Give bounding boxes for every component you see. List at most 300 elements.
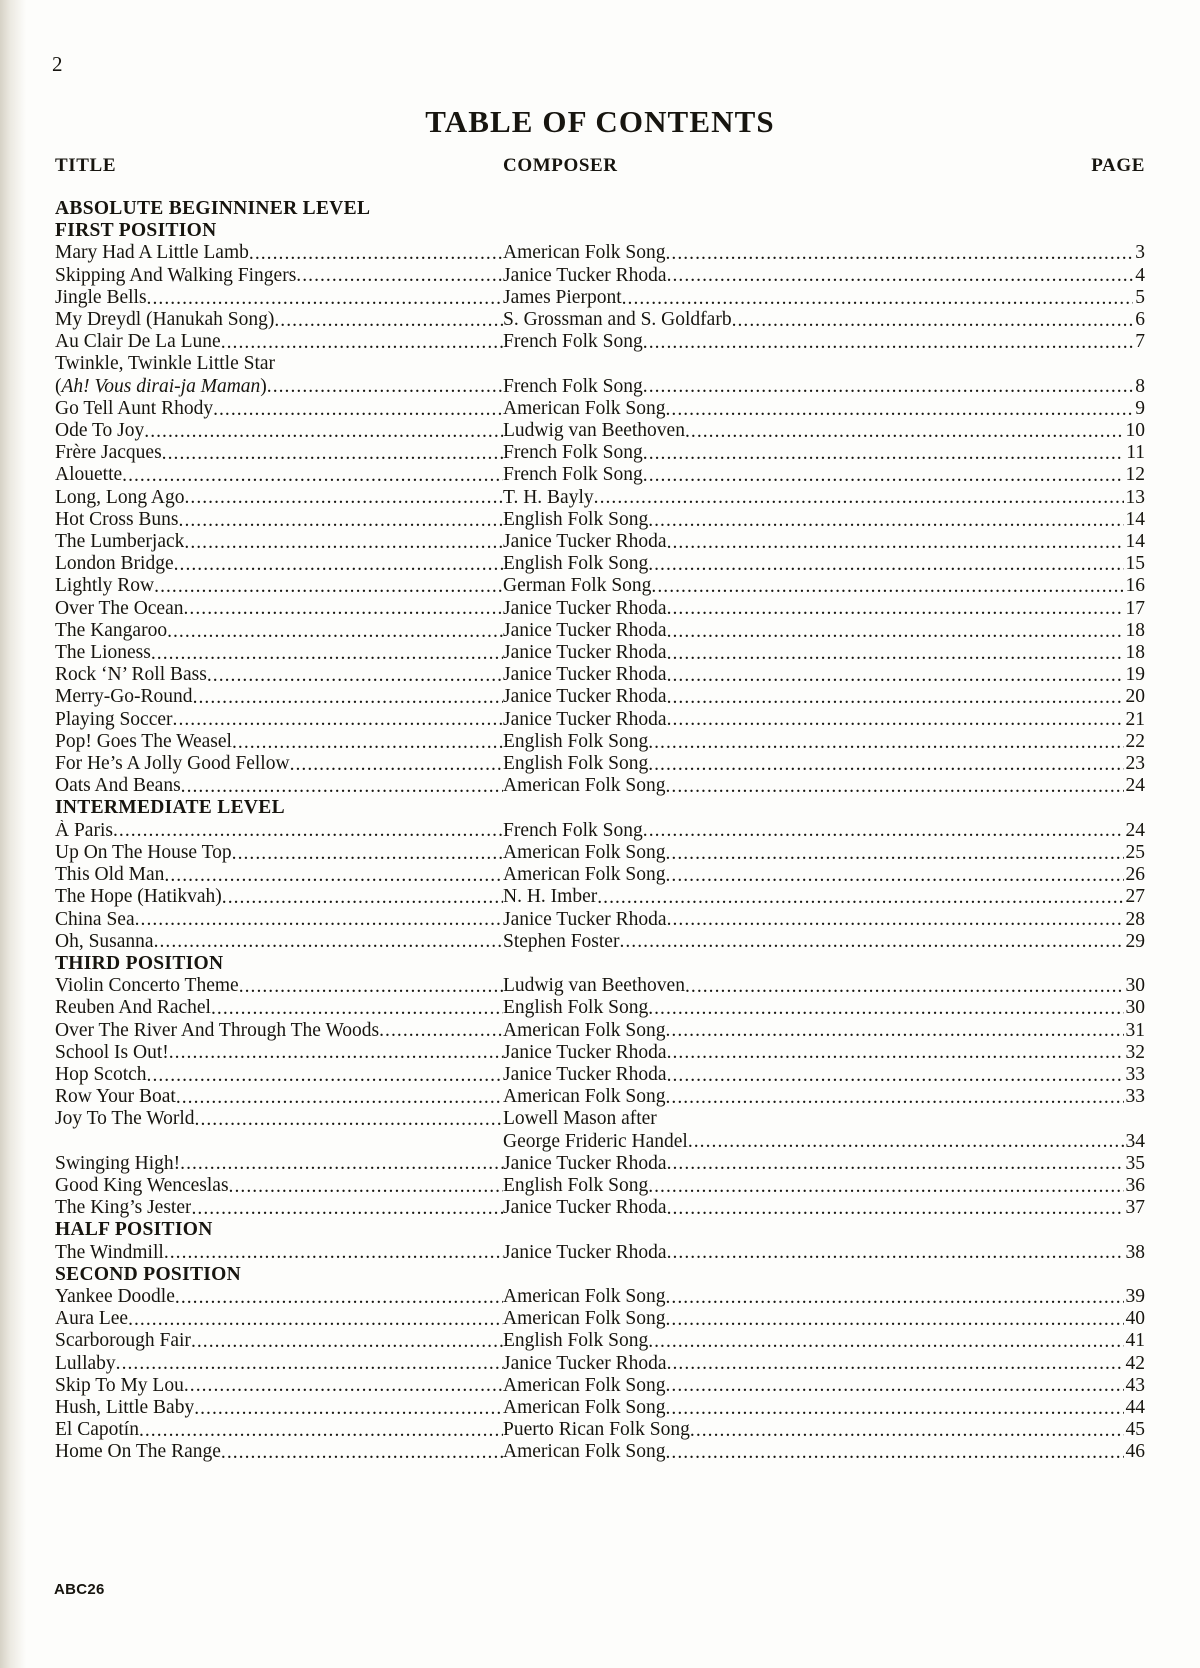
toc-entry[interactable]	[55, 1064, 1145, 1086]
toc-entry[interactable]	[55, 1397, 1145, 1419]
leader-dots-title	[290, 753, 503, 775]
toc-entry[interactable]	[55, 1197, 1145, 1219]
toc-entry-composer: English Folk Song	[503, 753, 649, 775]
leader-dots-page	[665, 1020, 1123, 1042]
leader-dots-title	[176, 1086, 503, 1108]
leader-dots-page	[667, 620, 1124, 642]
toc-entry-title: Oats And Beans	[55, 775, 181, 797]
toc-entry-title: Playing Soccer	[55, 708, 173, 730]
leader-dots-title	[162, 442, 503, 464]
toc-entry-title: El Capotín	[55, 1419, 139, 1441]
toc-entry-page: 11	[1126, 442, 1145, 464]
leader-dots-title	[184, 598, 504, 620]
toc-entry-composer: American Folk Song	[503, 1374, 666, 1396]
toc-entry[interactable]	[55, 376, 1145, 398]
leader-dots-page	[667, 265, 1134, 287]
toc-entry-page: 29	[1125, 930, 1145, 952]
leader-dots-title	[191, 1330, 503, 1352]
leader-dots-page	[648, 753, 1123, 775]
scan-edge-shadow	[0, 0, 26, 1668]
toc-entry[interactable]	[55, 686, 1145, 708]
toc-entry-title: Row Your Boat	[55, 1086, 176, 1108]
toc-entry-title: Hot Cross Buns	[55, 508, 179, 530]
leader-dots-page	[665, 1308, 1123, 1330]
leader-dots-page	[594, 487, 1124, 509]
leader-dots-page	[667, 1197, 1124, 1219]
toc-entry-title: Long, Long Ago	[55, 486, 185, 508]
leader-dots-title	[274, 309, 503, 331]
toc-entry-page: 14	[1125, 508, 1145, 530]
leader-dots-page	[667, 1064, 1124, 1086]
toc-entry-title: Mary Had A Little Lamb	[55, 242, 249, 264]
leader-dots-title	[296, 265, 503, 287]
toc-entry-title: School Is Out!	[55, 1041, 169, 1063]
toc-entry[interactable]	[55, 442, 1145, 464]
toc-entry[interactable]	[55, 309, 1145, 331]
leader-dots-page	[667, 598, 1124, 620]
toc-entry-title: Home On The Range	[55, 1441, 221, 1463]
leader-dots-title	[249, 242, 503, 264]
toc-entry[interactable]	[55, 1353, 1145, 1375]
leader-dots-title	[184, 487, 503, 509]
toc-entry-composer: American Folk Song	[503, 242, 666, 264]
toc-entry[interactable]	[55, 265, 1145, 287]
toc-entry-title: The Lumberjack	[55, 531, 185, 553]
toc-entry-page: 39	[1125, 1285, 1145, 1307]
toc-entry-page: 44	[1125, 1396, 1145, 1418]
toc-entry[interactable]	[55, 664, 1145, 686]
toc-entry-composer: French Folk Song	[503, 375, 643, 397]
toc-entry[interactable]	[55, 1042, 1145, 1064]
publisher-code: ABC26	[54, 1581, 105, 1598]
toc-entry-page: 22	[1125, 730, 1145, 752]
toc-entry[interactable]	[55, 509, 1145, 531]
toc-entry-page: 20	[1125, 686, 1145, 708]
toc-entry-composer: American Folk Song	[503, 1019, 666, 1041]
toc-entry-page: 5	[1135, 286, 1145, 308]
leader-dots-page	[597, 886, 1123, 908]
toc-entry[interactable]	[55, 642, 1145, 664]
toc-entry-composer: Janice Tucker Rhoda	[503, 708, 667, 730]
toc-entry[interactable]	[55, 886, 1145, 908]
leader-dots-page	[667, 1353, 1124, 1375]
toc-entry-composer: American Folk Song	[503, 397, 666, 419]
leader-dots-title	[194, 1397, 503, 1419]
leader-dots-page	[667, 642, 1124, 664]
toc-entry[interactable]	[55, 909, 1145, 931]
toc-entry-title: Pop! Goes The Weasel	[55, 730, 232, 752]
leader-dots-title	[147, 287, 503, 309]
leader-dots-page	[685, 420, 1124, 442]
toc-entry-page: 7	[1135, 331, 1145, 353]
toc-entry-page: 18	[1125, 619, 1145, 641]
toc-entry-composer: French Folk Song	[503, 442, 643, 464]
toc-entry-page: 38	[1125, 1241, 1145, 1263]
toc-entry-title: Swinging High!	[55, 1152, 181, 1174]
leader-dots-title	[173, 709, 503, 731]
leader-dots-page	[665, 242, 1133, 264]
toc-entry-composer: German Folk Song	[503, 575, 652, 597]
toc-entry-composer: T. H. Bayly	[503, 486, 594, 508]
toc-entry-page: 40	[1125, 1308, 1145, 1330]
leader-dots-title	[151, 642, 503, 664]
leader-dots-title	[184, 531, 503, 553]
toc-entry-title: Over The Ocean	[55, 597, 184, 619]
toc-entry-composer: Janice Tucker Rhoda	[503, 686, 667, 708]
leader-dots-page	[648, 1330, 1123, 1352]
toc-entry-composer: Janice Tucker Rhoda	[503, 619, 667, 641]
toc-entry[interactable]	[55, 420, 1145, 442]
leader-dots-page	[643, 442, 1124, 464]
leader-dots-page	[648, 553, 1123, 575]
leader-dots-title	[147, 1064, 503, 1086]
toc-entry-page: 4	[1135, 264, 1145, 286]
toc-entry-composer: English Folk Song	[503, 553, 649, 575]
toc-entry[interactable]	[55, 1419, 1145, 1441]
toc-entry-title: The Windmill	[55, 1241, 164, 1263]
toc-entry[interactable]	[55, 620, 1145, 642]
leader-dots-title	[207, 664, 503, 686]
column-header-title: TITLE	[55, 155, 117, 176]
leader-dots-title	[164, 864, 503, 886]
leader-dots-title	[191, 1197, 503, 1219]
toc-entry-title: This Old Man	[55, 864, 165, 886]
toc-entry-title: Merry-Go-Round	[55, 686, 193, 708]
toc-entry-composer: Stephen Foster	[503, 930, 620, 952]
toc-entry-page: 43	[1125, 1374, 1145, 1396]
toc-entry-page: 26	[1125, 864, 1145, 886]
leader-dots-page	[665, 1375, 1123, 1397]
leader-dots-title	[154, 931, 503, 953]
leader-dots-title	[232, 731, 503, 753]
leader-dots-page	[667, 1242, 1124, 1264]
toc-entry-title: Oh, Susanna	[55, 930, 154, 952]
leader-dots-page	[665, 1397, 1123, 1419]
leader-dots-page	[688, 1131, 1124, 1153]
leader-dots-title	[180, 1153, 503, 1175]
toc-entry-composer: English Folk Song	[503, 730, 649, 752]
column-header-composer: COMPOSER	[503, 155, 618, 176]
toc-entry-title: Skip To My Lou	[55, 1374, 184, 1396]
section-heading: SECOND POSITION	[55, 1263, 241, 1285]
toc-entry[interactable]	[55, 975, 1145, 997]
toc-entry-title: Reuben And Rachel	[55, 997, 211, 1019]
toc-entry[interactable]	[55, 1020, 1145, 1042]
section-subheading: FIRST POSITION	[55, 220, 217, 242]
toc-entry-title: The Lioness	[55, 642, 151, 664]
toc-entry-composer: Janice Tucker Rhoda	[503, 1041, 667, 1063]
leader-dots-title	[239, 975, 503, 997]
toc-entry-composer: English Folk Song	[503, 997, 649, 1019]
toc-entry-title: Joy To The World	[55, 1108, 195, 1130]
leader-dots-page	[643, 376, 1133, 398]
toc-entry-composer: American Folk Song	[503, 1396, 666, 1418]
leader-dots-title	[116, 1353, 503, 1375]
leader-dots-page	[665, 398, 1133, 420]
toc-list	[55, 198, 1145, 1464]
leader-dots-title	[229, 1175, 503, 1197]
toc-entry-title: Ode To Joy	[55, 420, 145, 442]
leader-dots-page	[667, 909, 1124, 931]
section-heading: ABSOLUTE BEGINNINER LEVEL	[55, 198, 371, 219]
toc-entry-title: For He’s A Jolly Good Fellow	[55, 753, 290, 775]
leader-dots-title	[232, 842, 503, 864]
toc-entry[interactable]	[55, 1108, 1145, 1130]
leader-dots-title	[113, 820, 503, 842]
toc-entry-page: 14	[1125, 531, 1145, 553]
leader-dots-title	[174, 553, 503, 575]
toc-entry-title: Rock ‘N’ Roll Bass	[55, 664, 207, 686]
leader-dots-title	[167, 620, 503, 642]
toc-entry-composer: American Folk Song	[503, 1285, 666, 1307]
toc-entry-page: 15	[1125, 553, 1145, 575]
toc-entry[interactable]	[55, 531, 1145, 553]
toc-entry[interactable]	[55, 464, 1145, 486]
toc-entry-composer: American Folk Song	[503, 1441, 666, 1463]
toc-entry-composer: Janice Tucker Rhoda	[503, 1197, 667, 1219]
toc-entry-page: 16	[1125, 575, 1145, 597]
toc-entry[interactable]	[55, 1175, 1145, 1197]
leader-dots-page	[665, 775, 1123, 797]
toc-entry-page: 23	[1125, 753, 1145, 775]
leader-dots-page	[667, 531, 1124, 553]
leader-dots-page	[643, 820, 1124, 842]
toc-entry-composer: Janice Tucker Rhoda	[503, 642, 667, 664]
toc-entry-page: 34	[1125, 1130, 1145, 1152]
leader-dots-title	[144, 420, 503, 442]
toc-entry[interactable]	[55, 731, 1145, 753]
toc-entry[interactable]	[55, 1330, 1145, 1352]
toc-entry-composer: American Folk Song	[503, 775, 666, 797]
leader-dots-page	[667, 686, 1124, 708]
toc-entry[interactable]	[55, 242, 1145, 264]
toc-entry-title: London Bridge	[55, 553, 174, 575]
toc-entry-title: Scarborough Fair	[55, 1330, 191, 1352]
toc-entry[interactable]	[55, 331, 1145, 353]
toc-entry[interactable]	[55, 1242, 1145, 1264]
leader-dots-title	[128, 1308, 503, 1330]
toc-entry[interactable]	[55, 1441, 1145, 1463]
toc-entry[interactable]	[55, 709, 1145, 731]
toc-entry-composer: Ludwig van Beethoven	[503, 420, 685, 442]
section-heading: THIRD POSITION	[55, 952, 224, 974]
toc-entry-title: Go Tell Aunt Rhody	[55, 397, 214, 419]
toc-entry-composer: Janice Tucker Rhoda	[503, 1152, 667, 1174]
toc-entry-composer: Puerto Rican Folk Song	[503, 1419, 690, 1441]
leader-dots-page	[732, 309, 1134, 331]
leader-dots-title	[213, 398, 503, 420]
toc-entry-composer: English Folk Song	[503, 508, 649, 530]
column-headers	[55, 155, 1145, 181]
toc-entry[interactable]	[55, 1375, 1145, 1397]
toc-entry-title: (Ah! Vous dirai-ja Maman)	[55, 375, 267, 397]
leader-dots-page	[667, 1042, 1124, 1064]
toc-entry-composer: Janice Tucker Rhoda	[503, 1352, 667, 1374]
leader-dots-title	[169, 1042, 503, 1064]
toc-entry-composer: American Folk Song	[503, 1308, 666, 1330]
leader-dots-page	[685, 975, 1124, 997]
toc-entry-page: 17	[1125, 597, 1145, 619]
toc-entry-composer: American Folk Song	[503, 841, 666, 863]
toc-entry-page: 37	[1125, 1197, 1145, 1219]
toc-entry-page: 41	[1125, 1330, 1145, 1352]
toc-entry-composer: American Folk Song	[503, 864, 666, 886]
toc-entry-composer: English Folk Song	[503, 1330, 649, 1352]
toc-entry-composer: Janice Tucker Rhoda	[503, 664, 667, 686]
page-title: TABLE OF CONTENTS	[425, 104, 775, 139]
toc-entry-title: Alouette	[55, 464, 123, 486]
toc-entry-title: The Kangaroo	[55, 619, 168, 641]
leader-dots-page	[667, 1153, 1124, 1175]
leader-dots-page	[651, 575, 1123, 597]
toc-entry[interactable]	[55, 997, 1145, 1019]
leader-dots-page	[665, 864, 1123, 886]
toc-entry-title: Twinkle, Twinkle Little Star	[55, 353, 276, 375]
toc-entry-composer: American Folk Song	[503, 1086, 666, 1108]
toc-entry-page: 30	[1125, 975, 1145, 997]
leader-dots-page	[619, 931, 1123, 953]
toc-entry[interactable]	[55, 775, 1145, 797]
toc-entry-page: 45	[1125, 1419, 1145, 1441]
leader-dots-page	[648, 997, 1123, 1019]
toc-entry[interactable]	[55, 487, 1145, 509]
toc-entry-title: Over The River And Through The Woods	[55, 1019, 380, 1041]
leader-dots-title	[222, 886, 503, 908]
toc-entry[interactable]	[55, 575, 1145, 597]
section-heading: INTERMEDIATE LEVEL	[55, 797, 285, 819]
toc-entry-title: Skipping And Walking Fingers	[55, 264, 297, 286]
leader-dots-page	[665, 1441, 1123, 1463]
toc-entry-page: 12	[1125, 464, 1145, 486]
leader-dots-page	[665, 1086, 1123, 1108]
toc-entry-composer: Janice Tucker Rhoda	[503, 597, 667, 619]
toc-entry[interactable]	[55, 753, 1145, 775]
toc-entry[interactable]	[55, 353, 1145, 375]
leader-dots-title	[175, 1286, 503, 1308]
toc-entry-title: The Hope (Hatikvah)	[55, 886, 222, 908]
toc-entry-page: 46	[1125, 1441, 1145, 1463]
leader-dots-title	[193, 686, 503, 708]
toc-entry-composer: George Frideric Handel	[503, 1130, 688, 1152]
leader-dots-page	[648, 509, 1123, 531]
toc-entry[interactable]	[55, 931, 1145, 953]
leader-dots-page	[648, 1175, 1123, 1197]
toc-entry-composer: Janice Tucker Rhoda	[503, 1063, 667, 1085]
leader-dots-page	[667, 709, 1124, 731]
toc-entry-composer: James Pierpont	[503, 286, 622, 308]
leader-dots-title	[184, 1375, 503, 1397]
toc-entry-page: 24	[1125, 819, 1145, 841]
leader-dots-title	[122, 464, 503, 486]
toc-entry-composer: French Folk Song	[503, 331, 643, 353]
toc-entry-page: 19	[1125, 664, 1145, 686]
leader-dots-title	[179, 509, 503, 531]
toc-entry-title: The King’s Jester	[55, 1197, 192, 1219]
toc-entry[interactable]	[55, 842, 1145, 864]
toc-entry-page: 27	[1125, 886, 1145, 908]
leader-dots-title	[139, 1419, 503, 1441]
toc-entry-composer: S. Grossman and S. Goldfarb	[503, 309, 732, 331]
toc-entry-composer: Janice Tucker Rhoda	[503, 531, 667, 553]
toc-entry-title: Violin Concerto Theme	[55, 975, 239, 997]
toc-entry-title: Hush, Little Baby	[55, 1396, 195, 1418]
leader-dots-page	[648, 731, 1123, 753]
toc-entry[interactable]	[55, 553, 1145, 575]
leader-dots-page	[643, 464, 1124, 486]
toc-entry-page: 33	[1125, 1086, 1145, 1108]
toc-entry[interactable]	[55, 1086, 1145, 1108]
leader-dots-title	[211, 997, 503, 1019]
toc-entry-page: 13	[1125, 486, 1145, 508]
toc-entry[interactable]	[55, 1131, 1145, 1153]
toc-entry-title: Yankee Doodle	[55, 1285, 175, 1307]
toc-entry-page: 3	[1135, 242, 1145, 264]
leader-dots-title	[221, 1441, 503, 1463]
toc-entry-page: 10	[1125, 420, 1145, 442]
section-heading: HALF POSITION	[55, 1219, 213, 1241]
toc-entry-page: 31	[1125, 1019, 1145, 1041]
leader-dots-title	[154, 575, 503, 597]
toc-entry[interactable]	[55, 1153, 1145, 1175]
toc-entry-page: 33	[1125, 1063, 1145, 1085]
page-folio-number: 2	[52, 52, 63, 76]
toc-entry-page: 30	[1125, 997, 1145, 1019]
toc-entry-page: 25	[1125, 841, 1145, 863]
toc-entry-title: Jingle Bells	[55, 286, 147, 308]
toc-entry[interactable]	[55, 287, 1145, 309]
toc-entry-title: Aura Lee	[55, 1308, 129, 1330]
toc-entry-composer: French Folk Song	[503, 819, 643, 841]
leader-dots-page	[622, 287, 1134, 309]
column-header-page: PAGE	[1091, 155, 1145, 176]
leader-dots-title	[195, 1108, 503, 1130]
toc-entry[interactable]	[55, 1308, 1145, 1330]
toc-entry-page: 9	[1135, 397, 1145, 419]
toc-entry-page: 28	[1125, 908, 1145, 930]
toc-entry-page: 6	[1135, 309, 1145, 331]
toc-entry[interactable]	[55, 864, 1145, 886]
toc-entry-title: Up On The House Top	[55, 841, 232, 863]
toc-entry[interactable]	[55, 598, 1145, 620]
leader-dots-title	[379, 1020, 503, 1042]
toc-entry[interactable]	[55, 398, 1145, 420]
toc-entry-page: 32	[1125, 1041, 1145, 1063]
toc-entry-page: 42	[1125, 1352, 1145, 1374]
toc-entry-title: China Sea	[55, 908, 135, 930]
toc-entry-title: Frère Jacques	[55, 442, 162, 464]
toc-entry-title: À Paris	[55, 819, 113, 841]
leader-dots-page	[667, 664, 1124, 686]
toc-entry-title: My Dreydl (Hanukah Song)	[55, 309, 275, 331]
toc-entry-title: Au Clair De La Lune	[55, 331, 221, 353]
toc-entry-page: 21	[1125, 708, 1145, 730]
leader-dots-title	[267, 376, 503, 398]
toc-entry-page: 35	[1125, 1152, 1145, 1174]
toc-entry-title: Lightly Row	[55, 575, 155, 597]
leader-dots-title	[181, 775, 503, 797]
toc-entry-page: 8	[1135, 375, 1145, 397]
leader-dots-page	[643, 331, 1133, 353]
toc-entry-composer: Janice Tucker Rhoda	[503, 908, 667, 930]
toc-entry-composer: Lowell Mason after	[503, 1108, 657, 1130]
leader-dots-page	[665, 1286, 1123, 1308]
toc-entry[interactable]	[55, 820, 1145, 842]
toc-entry[interactable]	[55, 1286, 1145, 1308]
toc-entry-composer: English Folk Song	[503, 1174, 649, 1196]
toc-entry-composer: French Folk Song	[503, 464, 643, 486]
toc-entry-composer: N. H. Imber	[503, 886, 598, 908]
leader-dots-page	[690, 1419, 1124, 1441]
